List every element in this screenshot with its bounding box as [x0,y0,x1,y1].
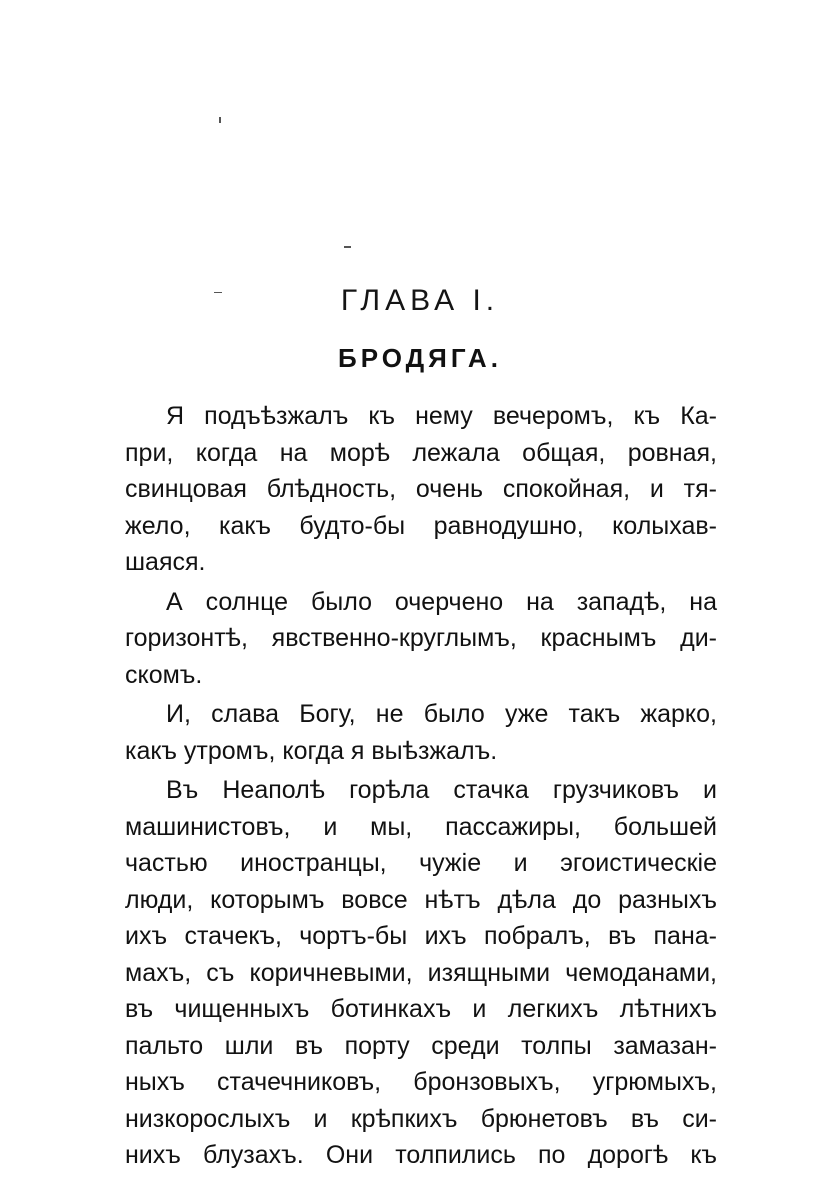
paragraph [125,584,717,694]
paragraph [125,772,717,1174]
text-line: скомъ. [125,660,203,689]
paragraph [125,398,717,581]
text-line: шаяся. [125,548,206,576]
chapter-heading: ГЛАВА I. [340,284,500,317]
paragraph [125,696,717,769]
scan-speck [344,246,351,248]
text-line: ныхъ стачечниковъ, бронзовыхъ, угрюмыхъ, [125,1068,717,1096]
text-line: свинцовая блѣдность, очень спокойная, и тя- [125,475,717,503]
text-line: горизонтѣ, явственно-круглымъ, краснымъ ди- [125,624,717,652]
chapter-title: БРОДЯГА. [338,343,502,373]
text-line: жело, какъ будто-бы равнодушно, колыхав- [125,511,717,540]
text-line: И, слава Богу, не было уже такъ жарко, [166,700,717,728]
text-line: при, когда на морѣ лежала общая, ровная, [125,438,717,467]
text-line: А солнце было очерчено на западѣ, на [166,587,717,616]
text-line: махъ, съ коричневыми, изящными чемоданами, [125,958,717,987]
body-text [125,398,717,1177]
text-line: машинистовъ, и мы, пассажиры, большей [125,812,717,841]
text-line: въ чищенныхъ ботинкахъ и легкихъ лѣтнихъ [125,995,717,1023]
text-line: Я подъѣзжалъ къ нему вечеромъ, къ Ка- [166,402,717,430]
text-line: люди, которымъ вовсе нѣтъ дѣла до разныхъ [125,885,717,914]
text-line: ихъ стачекъ, чортъ-бы ихъ побралъ, въ пана- [125,922,717,950]
text-line: низкорослыхъ и крѣпкихъ брюнетовъ въ си- [125,1104,717,1133]
text-line: частью иностранцы, чужіе и эгоистическіе [125,849,717,877]
text-line: нихъ блузахъ. Они толпились по дорогѣ къ [125,1141,717,1169]
scan-speck [219,117,221,123]
text-line: пальто шли въ порту среди толпы замазан- [125,1031,717,1060]
text-line: Въ Неаполѣ горѣла стачка грузчиковъ и [166,776,717,804]
text-line: какъ утромъ, когда я выѣзжалъ. [125,736,498,765]
